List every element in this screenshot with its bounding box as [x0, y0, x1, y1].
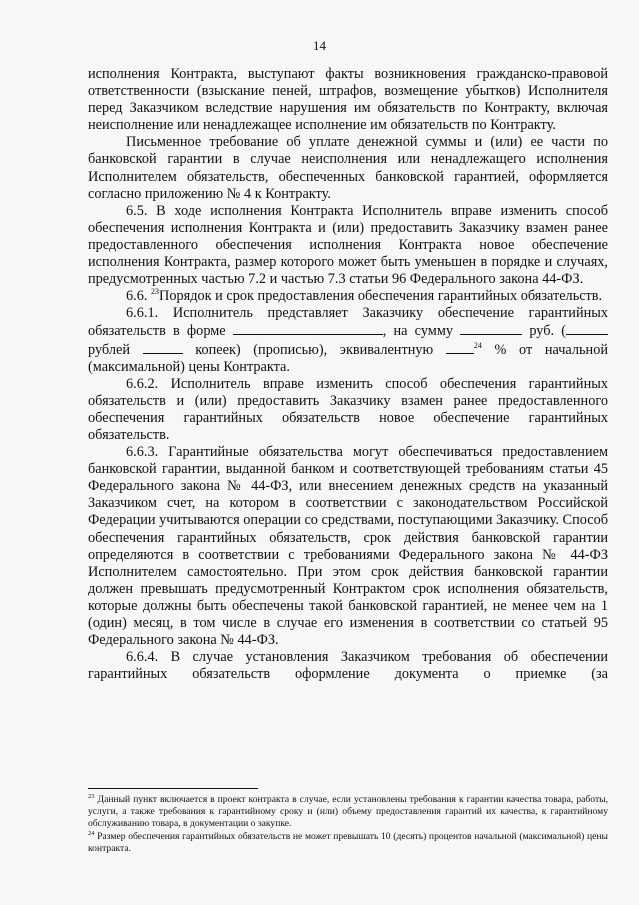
- page-number: 14: [313, 38, 326, 53]
- paragraph-written-demand: Письменное требование об уплате денежной суммы и (или) ее части по банковской гарантии в случае неисполнения или ненадлежащего исполнения Исполнителем обязательств, обеспеченных банковской гарантией, оформляется согласно приложению № 4 к Контракту.: [88, 134, 608, 202]
- paragraph-6-6-2: 6.6.2. Исполнитель вправе изменить способ обеспечения гарантийных обязательств и (или) предоставить Заказчику взамен ранее предоставленного обеспечения гарантийных обязательств новое обеспечение гарантийных обязательств.: [88, 375, 608, 443]
- footnote-ref-24: 24: [473, 340, 482, 350]
- clause-text: , на сумму: [382, 323, 461, 340]
- footnote-text: Размер обеспечения гарантийных обязательств не может превышать 10 (десять) процентов начальной (максимальной) цены контракта.: [88, 830, 608, 854]
- paragraph-6-6: [88, 288, 608, 305]
- kopecks-blank: [143, 341, 183, 354]
- percent-blank: [446, 341, 474, 354]
- clause-text: % от начальной (максимальной) цены Контракта.: [88, 341, 609, 375]
- clause-text: руб. (: [529, 323, 567, 340]
- footnote-divider: [88, 788, 258, 789]
- rubles-blank: [566, 322, 608, 335]
- footnote-text: Данный пункт включается в проект контракта в случае, если установлены требования к гарантии качества товара, работы, услуги, а также требования к гарантийному сроку и (или) объему предоставления гарантий их качества, к гарантийному обслуживанию товара, в документации о закупке.: [88, 794, 608, 830]
- footnote-number: 24: [88, 829, 95, 837]
- paragraph-6-6-3: 6.6.3. Гарантийные обязательства могут обеспечиваться предоставлением банковской гарантии, выданной банком и соответствующей требованиям статьи 45 Федерального закона № 44-ФЗ, или внесением денежных средств на указанный Заказчиком счет, на котором в соответствии с законодательством Российской Федерации учитываются операции со средствами, поступающими Заказчику. Способ обеспечения гарантийных обязательств, срок действия банковской гарантии определяются в соответствии с требованиями Федерального закона № 44-ФЗ Исполнителем самостоятельно. При этом срок действия банковской гарантии должен превышать предусмотренный Контрактом срок исполнения обязательств, которые должны быть обеспечены такой банковской гарантией, не менее чем на 1 (один) месяц, в том числе в случае его изменения в соответствии со статьей 95 Федерального закона № 44-ФЗ.: [88, 444, 608, 649]
- document-body: [88, 66, 608, 683]
- sum-blank: [460, 322, 522, 335]
- footnote-24: [88, 831, 608, 855]
- footnotes: [88, 794, 608, 855]
- clause-text: рублей: [88, 341, 143, 358]
- clause-text: 6.6.1. Исполнитель представляет Заказчику обеспечение гарантийных обязательств в форме: [88, 305, 608, 340]
- footnote-number: 23: [88, 793, 95, 800]
- paragraph-6-5: 6.5. В ходе исполнения Контракта Исполнитель вправе изменить способ обеспечения исполнения Контракта и (или) предоставить Заказчику взамен ранее предоставленного обеспечения исполнения Контракта новое обеспечение исполнения Контракта, размер которого может быть уменьшен в порядке и случаях, предусмотренных частью 7.2 и частью 7.3 статьи 96 Федерального закона 44-ФЗ.: [88, 202, 608, 288]
- footnote-ref-23: 23: [151, 287, 160, 297]
- clause-text: Порядок и срок предоставления обеспечения гарантийных обязательств.: [159, 288, 603, 305]
- clause-text: копеек) (прописью), эквивалентную: [182, 341, 446, 358]
- clause-number: 6.6.: [126, 288, 152, 305]
- paragraph-continuation: исполнения Контракта, выступают факты возникновения гражданско-правовой ответственности (взыскание пеней, штрафов, возмещение убытков) Исполнителя перед Заказчиком вследствие нарушения им обязательств по Контракту, включая неисполнение или ненадлежащее исполнение им обязательств по Контракту.: [88, 66, 608, 134]
- paragraph-6-6-1: [88, 305, 608, 375]
- paragraph-6-6-4: 6.6.4. В случае установления Заказчиком требования об обеспечении гарантийных обязательств оформление документа о приемке (за: [88, 649, 608, 683]
- footnote-23: [88, 794, 608, 831]
- form-blank: [233, 322, 383, 335]
